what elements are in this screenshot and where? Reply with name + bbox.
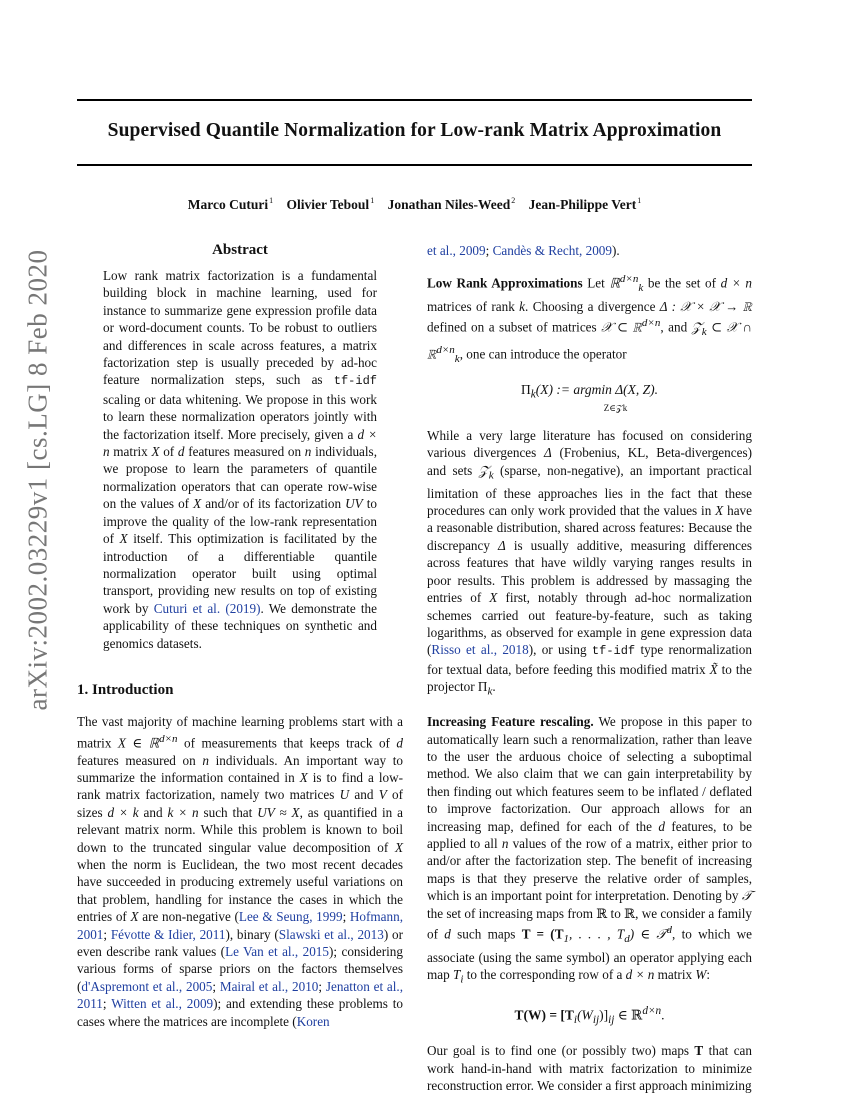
author: Marco Cuturi$^1$ [187, 196, 274, 212]
top-rule [77, 99, 752, 101]
title-bottom-rule [77, 164, 752, 166]
abstract-body: Low rank matrix factorization is a fundamental building block in machine learning, used for instance to summarize gene expression profile data or word-document counts. To be robust to outliers and differences in scale across features, a matrix factorization step is usually preceded by ad-hoc feature normalization steps, such as tf-idf scaling or data whitening. We propose in this work to learn these normalization operators jointly with the factorization itself. More precisely, given a d × n matrix X of d features measured on n individuals, we propose to learn the parameters of quantile normalization operators that can operate row-wise on the values of X and/or of its factorization UV to improve the quality of the low-rank representation of X itself. This optimization is facilitated by the introduction of a differentiable quantile normalization operator built using optimal transport, providing new results on top of existing work by Cuturi et al. (2019). We demonstrate the applicability of these techniques on synthetic and genomics datasets. [103, 268, 377, 651]
equation-projector: $\Pi_k(X)$ := argmin Δ(X, Z). Z∈𝒵k [520, 382, 658, 413]
citation-link[interactable]: Hofmann, 2001 [77, 909, 404, 942]
citation-link[interactable]: Lee & Seung, 1999 [238, 909, 343, 925]
citation-link[interactable]: Risso et al., 2018 [431, 642, 529, 658]
low-rank-approximations-paragraph: Low Rank Approximations Let ℝ$^{d\times n}_k$ be the set of d × n matrices of rank k. Choosing a divergence Δ : 𝒳 × 𝒳 → ℝ defined on a subset of matrices 𝒳 ⊂ ℝ$^{d\times n}$, and 𝒵$_k$ ⊂ 𝒳 ∩ ℝ$^{d\times n}_k$, one can introduce the operator [427, 273, 753, 365]
citation-link[interactable]: Mairal et al., 2010 [219, 978, 319, 994]
citation-link[interactable]: Slawski et al., 2013 [278, 926, 384, 942]
citation-link[interactable]: d'Aspremont et al., 2005 [81, 978, 213, 994]
continued-text: et al., 2009; Candès & Recht, 2009). [427, 243, 620, 258]
author: Jean-Philippe Vert$^1$ [528, 196, 642, 212]
divergence-paragraph: While a very large literature has focused on considering various divergences Δ (Frobenius, KL, Beta-divergences) and sets 𝒵$_k$ (sparse, non-negative), an important practical limitation of these approaches lies in the fact that these procedures can only work provided that the values in X have a reasonable distribution, shared across features: Because the discrepancy Δ is usually additive, measuring differences across features that have wildly varying ranges results in poor results. This problem is addressed by massaging the entries of X first, notably through ad-hoc normalization schemes carried out feature-by-feature, such as taking logarithms, as observed for example in gene expression data (Risso et al., 2018), or using tf-idf type renormalization for textual data, before feeding this modified matrix X̃ to the projector $\Pi_k$. [427, 427, 752, 698]
intro-paragraph: The vast majority of machine learning problems start with a matrix X ∈ ℝ$^{d\times n}$ of measurements that keeps track of d features measured on n individuals. An important way to summarize the information contained in X is to find a low-rank matrix factorization, namely two matrices U and V of sizes d × k and k × n such that UV ≈ X, as quantified in a relevant matrix norm. While this problem is known to boil down to the truncated singular value decomposition of X when the norm is Euclidean, the two most recent decades have succeeded in producing extremely useful variations on that problem, handling for instance the cases in which the entries of X are non-negative (Lee & Seung, 1999; Hofmann, 2001; Févotte & Idier, 2011), binary (Slawski et al., 2013) or even describe rank values (Le Van et al., 2015); considering various forms of sparse priors on the factors themselves (d'Aspremont et al., 2005; Mairal et al., 2010; Jenatton et al., 2011; Witten et al., 2009); and extending these problems to cases where the matrices are incomplete (Koren [77, 714, 404, 1029]
citation-link[interactable]: Jenatton et al., 2011 [77, 978, 404, 1012]
increasing-feature-rescaling-paragraph: Increasing Feature rescaling. We propose in this paper to automatically learn such a renormalization, rather than leave to the user the arduous choice of selecting a suboptimal method. We also claim that we can gain interpretability by then finding out which features seem to be inflated / deflated to improve factorization. Our approach allows for an increasing map, defined for each of the d features, to be applied to all n values of the row of a matrix, either prior to and/or after the factorization step. The benefit of increasing maps is that they preserve the relative order of samples, which is an important point for interpretation. Denoting by 𝒯 the set of increasing maps from ℝ to ℝ, we consider a family of d such maps $T = (T_1$, . . . , $T_d$) ∈ 𝒯$^d$, to which we associate (using the same symbol) an operator applying each map $T_i$ to the corresponding row of a d × n matrix W: [427, 714, 752, 986]
paper-title: Supervised Quantile Normalization for Low-rank Matrix Approximation [107, 120, 722, 141]
author: Jonathan Niles-Weed$^2$ [387, 196, 516, 212]
citation-link[interactable]: Le Van et al., 2015 [225, 944, 329, 960]
citation-link[interactable]: Witten et al., 2009 [111, 996, 214, 1012]
citation-link[interactable]: Févotte & Idier, 2011 [110, 926, 226, 942]
citation-link[interactable]: Cuturi et al. (2019) [153, 600, 261, 616]
goal-paragraph: Our goal is to find one (or possibly two) maps T that can work hand-in-hand with matrix factorization to minimize reconstruction error. We consider a first approach minimizing [427, 1043, 752, 1093]
citation-link[interactable]: Koren [296, 1013, 330, 1029]
citation-link[interactable]: Candès & Recht, 2009 [492, 243, 612, 258]
abstract-heading: Abstract [212, 242, 268, 258]
author-list [77, 196, 752, 213]
equation-feature-map: $T(W) = [T_i(W_{ij})]_{ij}$ ∈ ℝ$^{d\times n}$. [514, 1004, 665, 1027]
right-column [427, 242, 752, 1094]
author: Olivier Teboul$^1$ [286, 196, 375, 212]
section-heading-introduction: 1. Introduction [77, 681, 174, 698]
citation-link[interactable]: et al., 2009 [427, 243, 486, 258]
arxiv-identifier: arXiv:2002.03229v1 [cs.LG] 8 Feb 2020 [22, 249, 53, 711]
left-column [77, 242, 403, 1030]
